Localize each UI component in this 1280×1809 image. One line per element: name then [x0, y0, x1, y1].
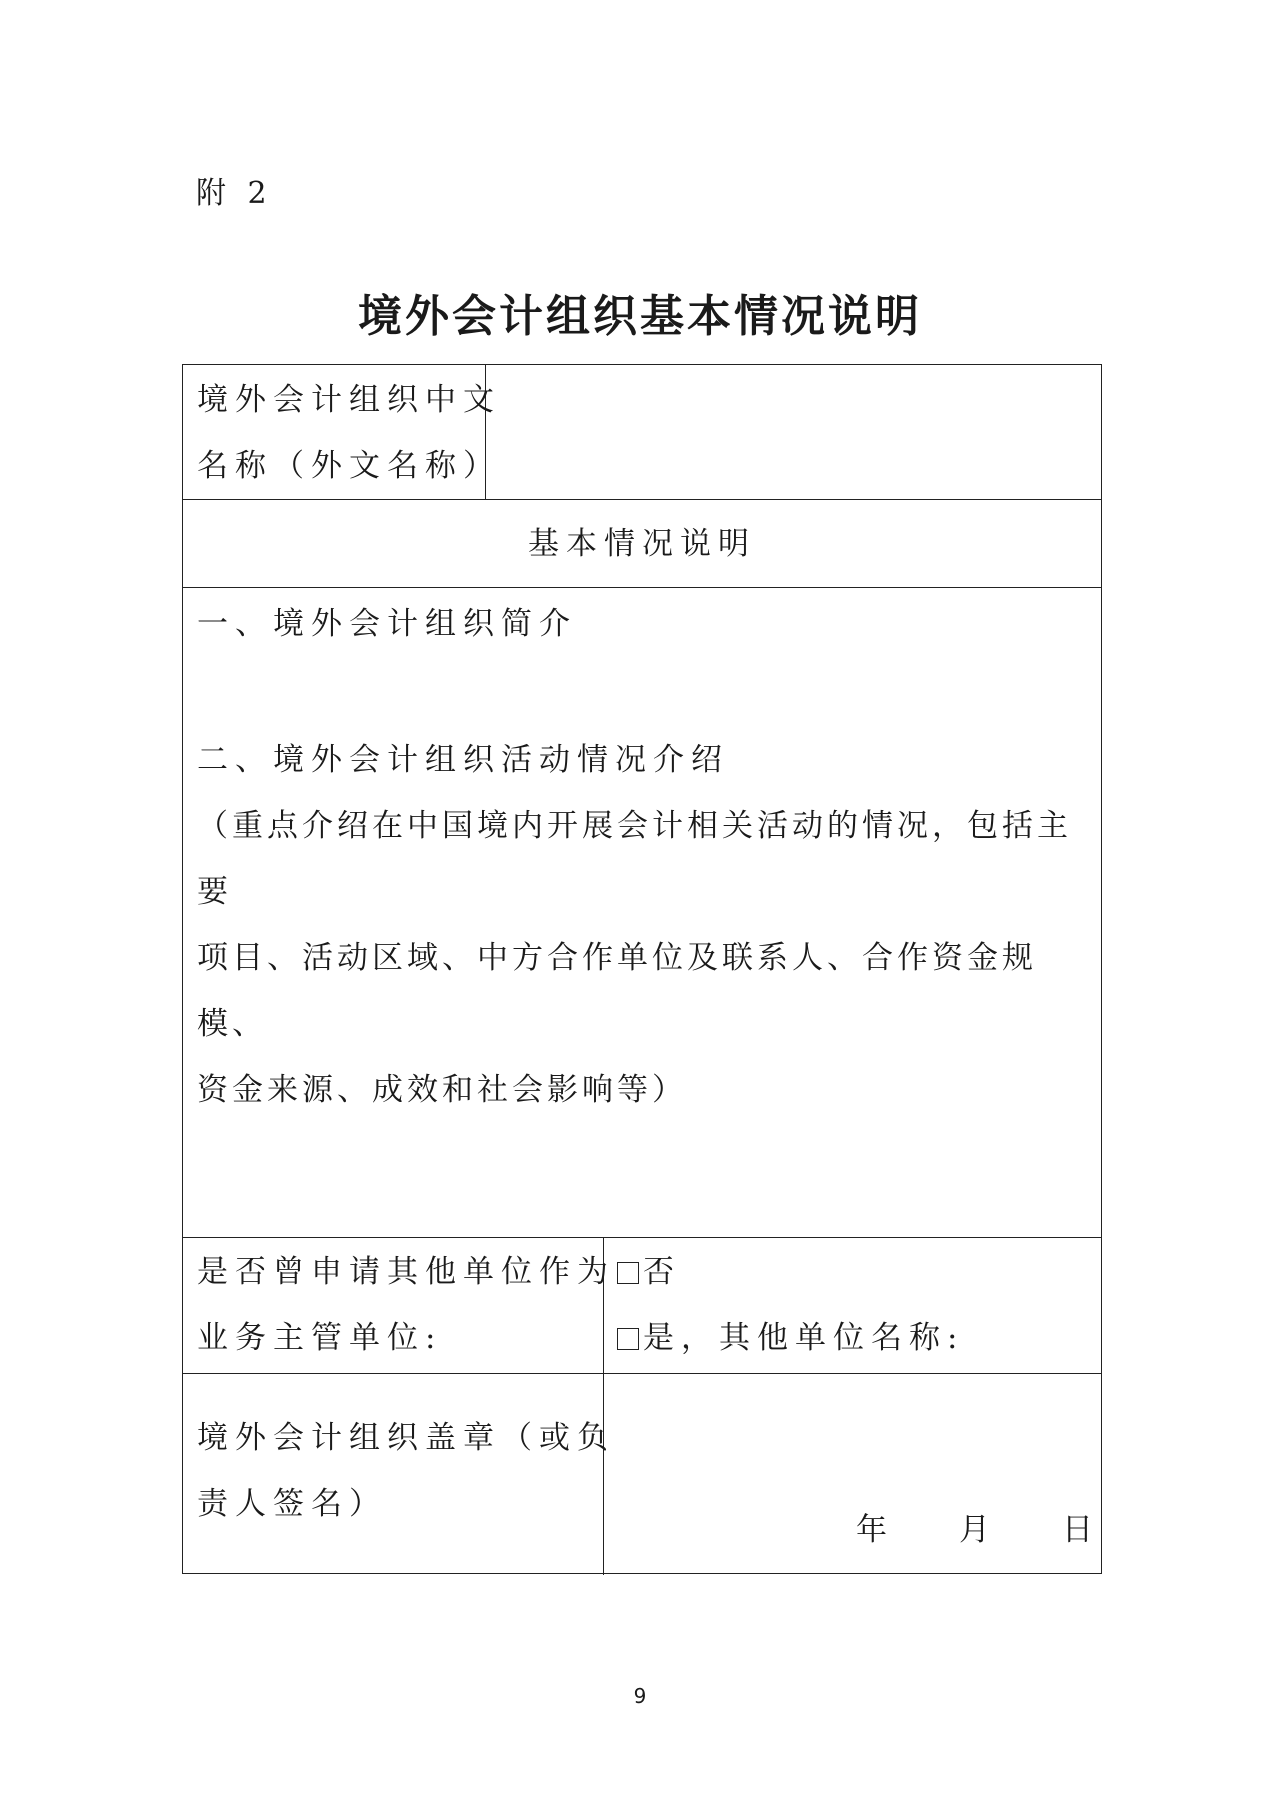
description-cell[interactable]	[197, 591, 1087, 1123]
document-title: 境外会计组织基本情况说明	[358, 291, 922, 342]
name-label-line2: 名称（外文名称）	[197, 448, 501, 484]
seal-label-line1: 境外会计组织盖章（或负	[197, 1420, 615, 1456]
seal-label-cell	[197, 1405, 615, 1537]
row-divider	[183, 1373, 1101, 1374]
option-no-label: 否	[643, 1254, 681, 1290]
prior-application-options-cell	[617, 1239, 964, 1371]
checkbox-yes[interactable]	[617, 1328, 639, 1350]
item1-heading: 一、境外会计组织简介	[197, 606, 577, 642]
row-divider	[183, 499, 1101, 500]
name-value-cell[interactable]	[487, 365, 1099, 497]
item2-note-line2: 项目、活动区域、中方合作单位及联系人、合作资金规模、	[197, 940, 1037, 1042]
prior-label-line2: 业务主管单位:	[197, 1320, 443, 1356]
item2-note-line1: （重点介绍在中国境内开展会计相关活动的情况，包括主要	[197, 808, 1072, 910]
name-label-cell	[197, 367, 501, 499]
prior-label-line1: 是否曾申请其他单位作为	[197, 1254, 615, 1290]
date-day: 日	[1062, 1512, 1093, 1548]
date-year: 年	[856, 1512, 887, 1548]
prior-application-label-cell	[197, 1239, 615, 1371]
attachment-label: 附 2	[196, 176, 273, 211]
date-month: 月	[959, 1512, 990, 1548]
info-table	[182, 364, 1102, 1574]
item2-note-line3: 资金来源、成效和社会影响等）	[197, 1072, 687, 1108]
checkbox-no[interactable]	[617, 1262, 639, 1284]
item2-heading: 二、境外会计组织活动情况介绍	[197, 742, 729, 778]
page-number: 9	[633, 1684, 647, 1708]
date-line	[856, 1497, 1093, 1563]
seal-area-cell[interactable]	[605, 1375, 1099, 1571]
section-header: 基本情况说明	[528, 526, 756, 562]
seal-label-line2: 责人签名）	[197, 1486, 387, 1522]
name-label-line1: 境外会计组织中文	[197, 382, 501, 418]
option-no[interactable]	[617, 1239, 964, 1305]
row-divider	[183, 1237, 1101, 1238]
option-yes-label: 是，其他单位名称:	[643, 1320, 965, 1356]
option-yes[interactable]	[617, 1305, 964, 1371]
row-divider	[183, 587, 1101, 588]
section-header-cell	[183, 511, 1101, 577]
